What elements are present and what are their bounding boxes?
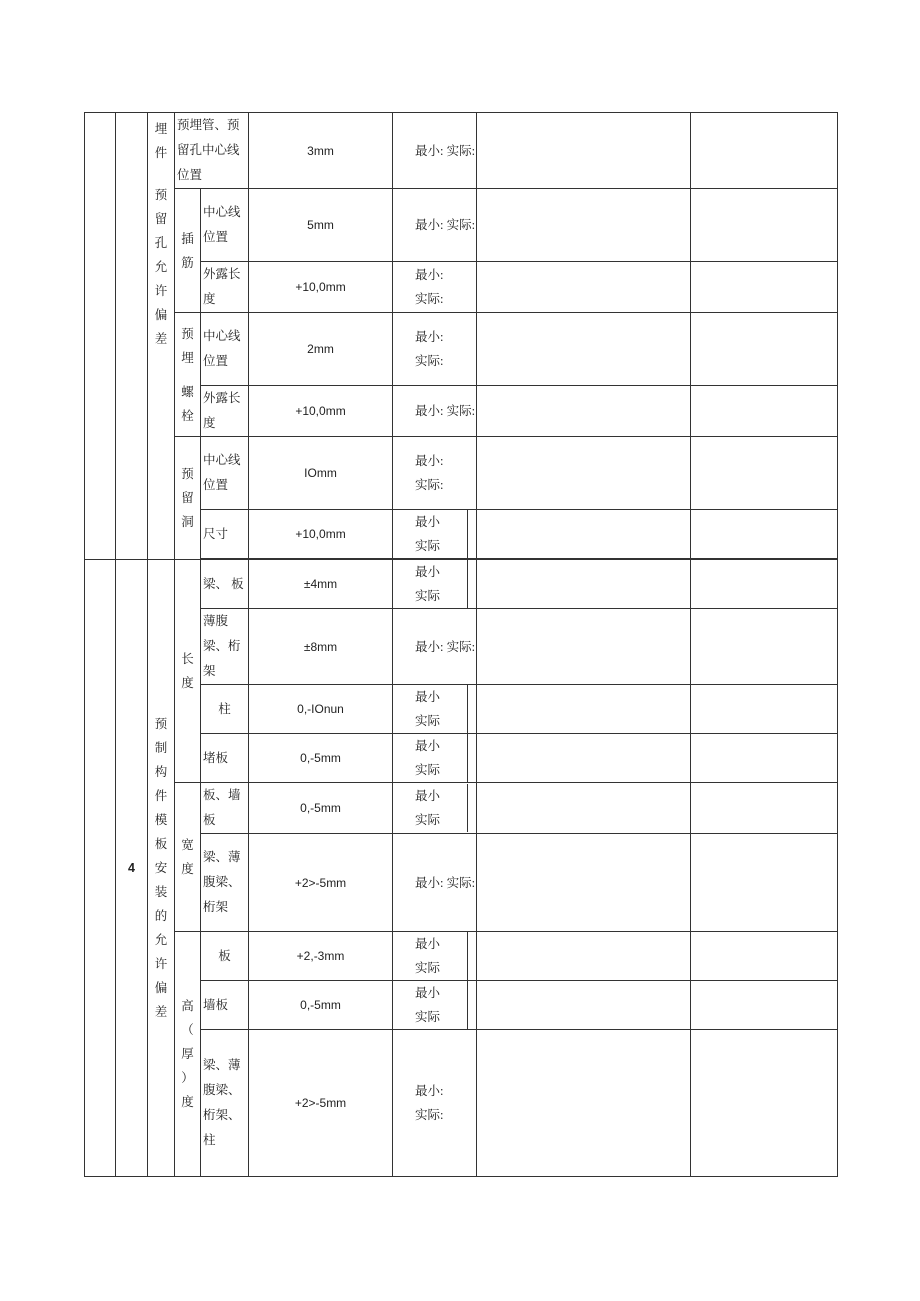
result-cell [477, 783, 691, 834]
group-dong: 预 留 洞 [175, 437, 201, 560]
group-chajin: 插 筋 [175, 189, 201, 313]
measure-cell: 最小: 实际: [393, 113, 477, 189]
measure-cell: 最小: 实际: [393, 1030, 477, 1177]
item-dong-center: 中心线位置 [201, 437, 249, 510]
tolerance-value: +2>-5mm [249, 1030, 393, 1177]
tolerance-value: 5mm [249, 189, 393, 262]
result-cell [477, 932, 691, 981]
tolerance-value: +10,0mm [249, 262, 393, 313]
remark-cell [691, 932, 838, 981]
remark-cell [691, 313, 838, 386]
item-luoshuan-center: 中心线位置 [201, 313, 249, 386]
result-cell [477, 262, 691, 313]
tolerance-value: 0,-IOnun [249, 685, 393, 734]
remark-cell [691, 510, 838, 559]
tolerance-value: 0,-5mm [249, 783, 393, 834]
measure-cell: 最小 实际 [393, 685, 477, 734]
remark-cell [691, 834, 838, 932]
number-cell-a [116, 113, 148, 560]
measure-cell: 最小: 实际: [393, 834, 477, 932]
tolerance-value: +2>-5mm [249, 834, 393, 932]
remark-cell [691, 783, 838, 834]
tolerance-table [84, 112, 838, 1177]
tolerance-value: ±8mm [249, 609, 393, 685]
item-len-column: 柱 [201, 685, 249, 734]
measure-cell: 最小 实际 [393, 981, 477, 1030]
tolerance-value: +10,0mm [249, 510, 393, 559]
tolerance-value: +2,-3mm [249, 932, 393, 981]
item-chajin-expose: 外露长度 [201, 262, 249, 313]
item-chajin-center: 中心线位置 [201, 189, 249, 262]
group-height: 高 （ 厚 ） 度 [175, 932, 201, 1177]
item-hgt-wall: 墙板 [201, 981, 249, 1030]
tolerance-value: 3mm [249, 113, 393, 189]
measure-cell: 最小: 实际: [393, 313, 477, 386]
result-cell [477, 1030, 691, 1177]
measure-cell: 最小 实际 [393, 510, 477, 559]
item-dong-size: 尺寸 [201, 510, 249, 559]
result-cell [477, 113, 691, 189]
item-wid-slab: 板、墙板 [201, 783, 249, 834]
measure-cell: 最小: 实际: [393, 189, 477, 262]
result-cell [477, 734, 691, 783]
result-cell [477, 386, 691, 437]
measure-cell: 最小 实际 [393, 734, 477, 783]
remark-cell [691, 113, 838, 189]
tolerance-value: ±4mm [249, 560, 393, 609]
section-number: 4 [116, 560, 148, 1177]
tolerance-value: 0,-5mm [249, 734, 393, 783]
tolerance-value: IOmm [249, 437, 393, 510]
result-cell [477, 189, 691, 262]
remark-cell [691, 981, 838, 1030]
group-width: 宽 度 [175, 783, 201, 932]
blank-col-b [85, 560, 116, 1177]
item-len-beam: 梁、 板 [201, 560, 249, 609]
item-wid-beam: 梁、薄腹梁、桁架 [201, 834, 249, 932]
item-luoshuan-expose: 外露长度 [201, 386, 249, 437]
section-a-title: 埋 件 预 留 孔 允 许 偏 差 [148, 113, 175, 560]
measure-cell: 最小: 实际: [393, 262, 477, 313]
item-embedded-pipe: 预埋管、预留孔中心线位置 [175, 113, 249, 189]
measure-cell: 最小: 实际: [393, 386, 477, 437]
result-cell [477, 560, 691, 609]
remark-cell [691, 685, 838, 734]
item-hgt-beam: 梁、薄腹梁、 桁架、柱 [201, 1030, 249, 1177]
measure-cell: 最小 实际 [393, 560, 477, 609]
measure-cell: 最小 实际 [393, 932, 477, 981]
item-len-truss: 薄腹梁、桁架 [201, 609, 249, 685]
section-b-title: 预 制 构 件 模 板 安 装 的 允 许 偏 差 [148, 560, 175, 1177]
remark-cell [691, 560, 838, 609]
remark-cell [691, 386, 838, 437]
remark-cell [691, 189, 838, 262]
remark-cell [691, 1030, 838, 1177]
result-cell [477, 685, 691, 734]
measure-cell: 最小 实际 [393, 783, 477, 834]
tolerance-value: 2mm [249, 313, 393, 386]
result-cell [477, 834, 691, 932]
remark-cell [691, 734, 838, 783]
group-length: 长 度 [175, 560, 201, 783]
remark-cell [691, 262, 838, 313]
result-cell [477, 609, 691, 685]
result-cell [477, 981, 691, 1030]
remark-cell [691, 609, 838, 685]
measure-cell: 最小: 实际: [393, 609, 477, 685]
result-cell [477, 510, 691, 559]
tolerance-value: 0,-5mm [249, 981, 393, 1030]
result-cell [477, 437, 691, 510]
item-hgt-slab: 板 [201, 932, 249, 981]
measure-cell: 最小: 实际: [393, 437, 477, 510]
item-len-wall: 堵板 [201, 734, 249, 783]
tolerance-value: +10,0mm [249, 386, 393, 437]
blank-col-a [85, 113, 116, 560]
remark-cell [691, 437, 838, 510]
result-cell [477, 313, 691, 386]
group-luoshuan: 预 埋 螺 栓 [175, 313, 201, 437]
